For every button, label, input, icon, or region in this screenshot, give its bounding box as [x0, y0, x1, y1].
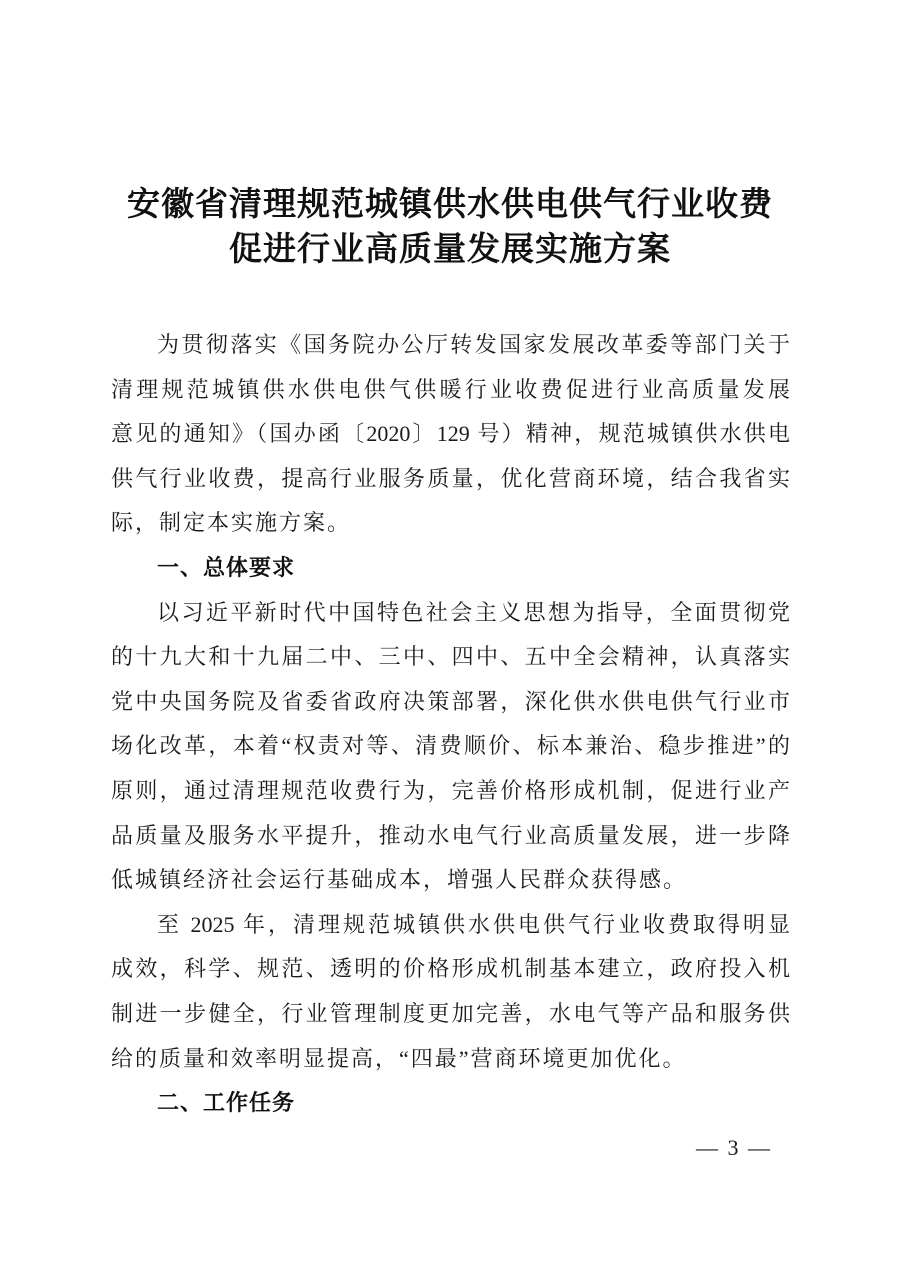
document-title-line-1: 安徽省清理规范城镇供水供电供气行业收费 [127, 187, 773, 223]
paragraph-2025-goals [111, 903, 790, 1081]
document-title-line-2: 促进行业高质量发展实施方案 [229, 232, 671, 268]
text-line: 低城镇经济社会运行基础成本，增强人民群众获得感。 [111, 867, 688, 893]
text-line: 党中央国务院及省委省政府决策部署，深化供水供电供气行业市 [111, 688, 790, 714]
document-title [0, 183, 900, 273]
text-line: 成效，科学、规范、透明的价格形成机制基本建立，政府投入机 [111, 956, 790, 982]
text-line: 供气行业收费，提高行业服务质量，优化营商环境，结合我省实 [111, 465, 790, 491]
paragraph-intro [111, 323, 790, 546]
text-line: 至 2025 年，清理规范城镇供水供电供气行业收费取得明显 [157, 911, 790, 937]
section-heading-work-tasks: 二、工作任务 [157, 1090, 296, 1116]
text-line: 给的质量和效率明显提高，“四最”营商环境更加优化。 [111, 1045, 687, 1071]
text-line: 的十九大和十九届二中、三中、四中、五中全会精神，认真落实 [111, 644, 790, 670]
section-heading-overall-requirements: 一、总体要求 [157, 554, 296, 580]
text-line: 清理规范城镇供水供电供气供暖行业收费促进行业高质量发展 [111, 376, 790, 402]
text-line: 品质量及服务水平提升，推动水电气行业高质量发展，进一步降 [111, 822, 790, 848]
text-line: 意见的通知》（国办函〔2020〕129 号）精神，规范城镇供水供电 [111, 421, 790, 447]
text-line: 场化改革，本着“权责对等、清费顺价、标本兼治、稳步推进”的 [111, 733, 790, 759]
text-line: 制进一步健全，行业管理制度更加完善，水电气等产品和服务供 [111, 1000, 790, 1026]
text-line: 以习近平新时代中国特色社会主义思想为指导，全面贯彻党 [157, 599, 790, 625]
paragraph-guiding-ideology [111, 591, 790, 903]
text-line: 为贯彻落实《国务院办公厅转发国家发展改革委等部门关于 [157, 332, 790, 357]
document-body [111, 323, 790, 1126]
page-number: — 3 — [696, 1135, 772, 1160]
text-line: 际，制定本实施方案。 [111, 510, 352, 536]
text-line: 原则，通过清理规范收费行为，完善价格形成机制，促进行业产 [111, 777, 790, 803]
